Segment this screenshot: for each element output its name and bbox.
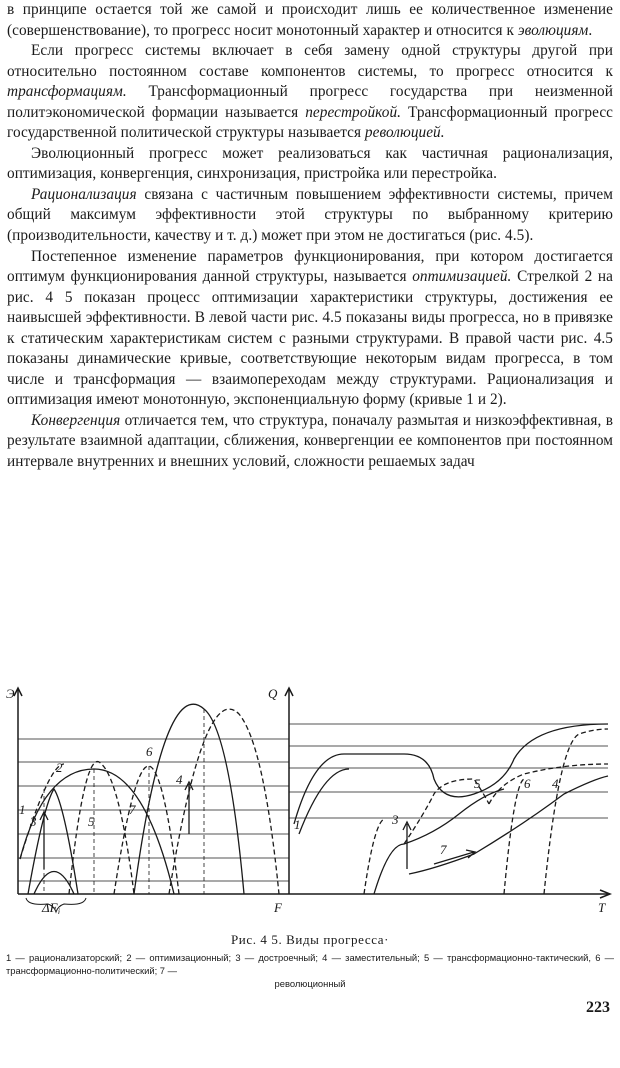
page-number: 223 [586,999,610,1016]
right-axis-label: Q [268,686,278,701]
legend-line-2: революционный [274,978,346,989]
drop-lines [44,709,204,894]
x-label-center: F [274,900,282,914]
curve-label-5: 5 [88,814,95,829]
arrows [40,782,475,869]
curve-label-7b: 7 [440,842,447,857]
curve-label-6: 6 [146,744,153,759]
curve-label-6b: 6 [524,776,531,791]
left-axis-label: Э [6,686,15,701]
progress-diagram [4,684,616,914]
curve-label-1: 1 [19,802,26,817]
curve-label-3: 3 [30,814,37,829]
body-text [7,0,613,473]
static-curves [20,704,279,894]
paragraph-1: в принципе остается той же самой и происходит лишь ее количественное изменение (совершенствование), то прогресс носит монотонный характер и относится к эволюциям. [7,1,613,39]
curve-label-3b: 3 [392,812,399,827]
x-label-right: T [598,900,606,914]
paragraph-6: Конвергенция отличается тем, что структура, поначалу размытая и низкоэффективная, в результате взаимной адаптации, сближения, конвергенции ее компонентов при постоянном интервале внутренних и внешних условий, сложности решаемых задач [7,411,613,471]
curve-label-4: 4 [176,772,183,787]
figure-legend [6,951,614,990]
figure-4-5 [4,684,616,914]
curve-label-7: 7 [129,802,136,817]
paragraph-3: Эволюционный прогресс может реализоваться как частичная рационализация, оптимизация, конвергенция, синхронизация, пристройка или перестройка. [7,144,613,183]
curve-label-4b: 4 [552,776,559,791]
figure-caption: Рис. 4 5. Виды прогресса· [230,932,390,947]
paragraph-2: Если прогресс системы включает в себя замену одной структуры другой при относительно постоянном составе компонентов системы, то прогресс относится к трансформациям. Трансформационный прогресс государства при неизменной политэкономической формации называется перестройкой. Трансформационный прогресс государственной политической структуры называется революцией. [7,42,614,142]
curve-label-5b: 5 [474,776,481,791]
axes [14,688,610,898]
curve-label-1b: 1 [294,817,301,832]
x-label-left: $\Delta F_i$ [42,900,61,914]
legend-line-1: 1 — рационализаторский; 2 — оптимизационный; 3 — достроечный; 4 — заместительный; 5 — трансформационно-тактический, 6 — трансформационно-политический; 7 — [6,952,614,976]
curve-label-2: 2 [56,760,63,775]
dynamic-curves [294,724,608,894]
paragraph-4: Рационализация связана с частичным повышением эффективности системы, причем общий максимум эффективности этой структуры по выбранному критерию (производительности, качеству и т. д.) может при этом не достигаться (рис. 4.5). [7,185,613,245]
paragraph-5: Постепенное изменение параметров функционирования, при котором достигается оптимум функционирования данной структуры, называется оптимизацией. Стрелкой 2 на рис. 4 5 показан процесс оптимизации характеристики структуры, достижения ее наивысшей эффективности. В левой части рис. 4.5 показаны виды прогресса, но в привязке к статическим характеристикам систем с разными структурами. В правой части рис. 4.5 показаны динамические кривые, соответствующие некоторым видам прогресса, в том числе и трансформация — взаимопереходам между структурами. Рационализация и оптимизация имеют монотонную, экспоненциальную форму (кривые 1 и 2). [7,247,613,409]
